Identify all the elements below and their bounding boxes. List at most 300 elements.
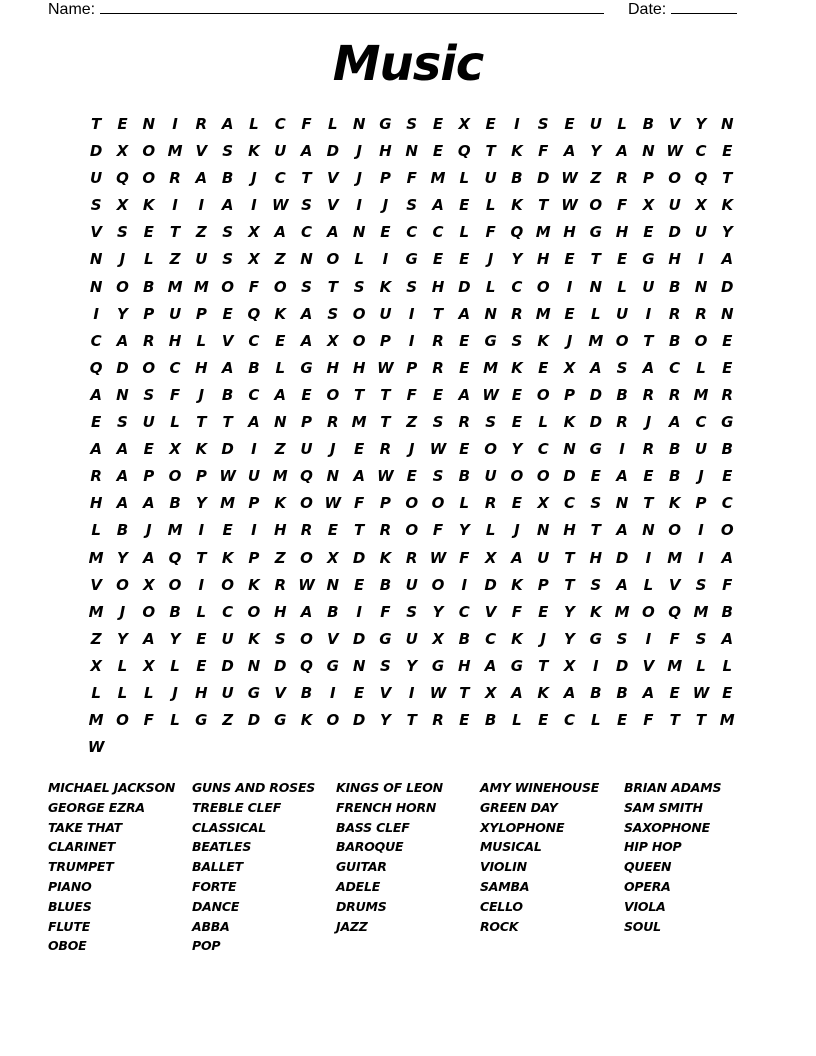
grid-letter[interactable]: C <box>222 602 234 621</box>
grid-letter[interactable]: Y <box>117 629 128 648</box>
grid-letter[interactable]: I <box>408 683 415 702</box>
grid-letter[interactable]: W <box>377 358 394 377</box>
grid-letter[interactable]: J <box>698 467 704 486</box>
grid-letter[interactable]: G <box>379 115 392 133</box>
grid-letter[interactable]: X <box>695 196 707 215</box>
grid-letter[interactable]: E <box>722 331 733 350</box>
grid-letter[interactable]: K <box>511 142 523 161</box>
grid-letter[interactable]: L <box>643 575 654 594</box>
grid-letter[interactable]: Q <box>116 169 129 188</box>
grid-letter[interactable]: T <box>590 250 601 269</box>
grid-letter[interactable]: N <box>142 115 156 133</box>
grid-letter[interactable]: E <box>511 385 523 404</box>
grid-letter[interactable]: E <box>275 331 286 350</box>
grid-letter[interactable]: G <box>247 683 261 702</box>
grid-letter[interactable]: B <box>458 629 471 648</box>
grid-letter[interactable]: D <box>352 711 366 730</box>
grid-letter[interactable]: Z <box>222 711 234 730</box>
grid-letter[interactable]: E <box>616 250 628 269</box>
grid-letter[interactable]: B <box>590 683 602 702</box>
grid-letter[interactable]: A <box>721 629 734 648</box>
grid-letter[interactable]: Y <box>511 440 523 459</box>
grid-letter[interactable]: T <box>590 521 601 540</box>
grid-letter[interactable]: O <box>536 385 550 404</box>
grid-letter[interactable]: D <box>352 548 366 567</box>
grid-letter[interactable]: I <box>93 304 99 323</box>
grid-letter[interactable]: B <box>642 115 655 133</box>
grid-letter[interactable]: D <box>563 467 576 486</box>
grid-letter[interactable]: E <box>616 711 628 730</box>
grid-letter[interactable]: J <box>330 440 336 459</box>
grid-letter[interactable]: A <box>511 548 523 567</box>
grid-letter[interactable]: O <box>247 602 261 621</box>
grid-letter[interactable]: S <box>117 413 128 432</box>
grid-letter[interactable]: C <box>301 223 313 242</box>
grid-letter[interactable]: K <box>379 548 392 567</box>
grid-letter[interactable]: A <box>484 656 497 675</box>
grid-letter[interactable]: Q <box>168 548 182 567</box>
grid-letter[interactable]: A <box>90 440 102 459</box>
grid-letter[interactable]: M <box>693 385 709 404</box>
grid-letter[interactable]: H <box>168 331 182 350</box>
grid-letter[interactable]: C <box>274 169 286 188</box>
grid-letter[interactable]: P <box>143 304 155 323</box>
grid-letter[interactable]: B <box>668 331 681 350</box>
grid-letter[interactable]: F <box>669 629 680 648</box>
grid-letter[interactable]: A <box>221 196 234 215</box>
grid-letter[interactable]: I <box>198 196 205 215</box>
grid-letter[interactable]: C <box>721 494 733 513</box>
grid-letter[interactable]: X <box>563 358 576 377</box>
grid-letter[interactable]: J <box>356 169 362 188</box>
grid-letter[interactable]: M <box>430 169 446 188</box>
grid-letter[interactable]: E <box>459 196 470 215</box>
grid-letter[interactable]: S <box>406 602 418 621</box>
grid-letter[interactable]: A <box>642 358 655 377</box>
date-blank-line[interactable] <box>671 0 737 14</box>
grid-letter[interactable]: U <box>615 304 629 323</box>
grid-letter[interactable]: A <box>300 142 313 161</box>
grid-letter[interactable]: T <box>643 331 654 350</box>
grid-letter[interactable]: B <box>169 602 181 621</box>
grid-letter[interactable]: R <box>432 331 444 350</box>
grid-letter[interactable]: M <box>167 277 183 296</box>
grid-letter[interactable]: V <box>668 575 681 594</box>
grid-letter[interactable]: S <box>616 358 628 377</box>
grid-letter[interactable]: J <box>198 385 205 404</box>
grid-letter[interactable]: E <box>117 115 128 133</box>
grid-letter[interactable]: W <box>561 169 578 188</box>
grid-letter[interactable]: M <box>693 602 709 621</box>
grid-letter[interactable]: Q <box>247 304 261 323</box>
grid-letter[interactable]: J <box>514 521 520 540</box>
grid-letter[interactable]: K <box>511 358 523 377</box>
grid-letter[interactable]: H <box>352 358 366 377</box>
grid-letter[interactable]: C <box>537 440 549 459</box>
grid-letter[interactable]: K <box>195 440 208 459</box>
grid-letter[interactable]: P <box>406 358 418 377</box>
grid-letter[interactable]: B <box>484 711 497 730</box>
grid-letter[interactable]: L <box>538 413 548 432</box>
grid-letter[interactable]: Y <box>564 602 575 621</box>
grid-letter[interactable]: J <box>382 196 389 215</box>
grid-letter[interactable]: L <box>117 683 128 702</box>
grid-letter[interactable]: E <box>722 142 733 161</box>
grid-letter[interactable]: L <box>143 683 154 702</box>
grid-letter[interactable]: Y <box>406 656 418 675</box>
grid-letter[interactable]: Q <box>668 602 682 621</box>
grid-letter[interactable]: G <box>405 250 418 269</box>
grid-letter[interactable]: D <box>274 656 287 675</box>
grid-letter[interactable]: M <box>167 521 183 540</box>
grid-letter[interactable]: I <box>251 196 257 215</box>
grid-letter[interactable]: F <box>538 142 549 161</box>
grid-letter[interactable]: O <box>405 521 419 540</box>
grid-letter[interactable]: Y <box>432 602 444 621</box>
grid-letter[interactable]: D <box>589 413 603 432</box>
grid-letter[interactable]: X <box>484 548 497 567</box>
grid-letter[interactable]: E <box>538 602 549 621</box>
grid-letter[interactable]: X <box>169 440 181 459</box>
grid-letter[interactable]: A <box>142 548 155 567</box>
grid-letter[interactable]: U <box>221 683 234 702</box>
grid-letter[interactable]: X <box>90 656 102 675</box>
grid-letter[interactable]: H <box>89 494 103 513</box>
grid-letter[interactable]: H <box>195 358 208 377</box>
grid-letter[interactable]: C <box>432 223 444 242</box>
grid-letter[interactable]: A <box>432 196 444 215</box>
grid-letter[interactable]: F <box>722 575 733 594</box>
grid-letter[interactable]: O <box>300 629 313 648</box>
grid-letter[interactable]: A <box>589 358 602 377</box>
grid-letter[interactable]: S <box>511 331 523 350</box>
grid-letter[interactable]: S <box>432 467 444 486</box>
grid-letter[interactable]: E <box>564 250 575 269</box>
grid-letter[interactable]: A <box>458 385 471 404</box>
grid-letter[interactable]: K <box>563 413 576 432</box>
grid-letter[interactable]: P <box>195 304 207 323</box>
grid-letter[interactable]: B <box>511 169 523 188</box>
grid-letter[interactable]: W <box>666 142 683 161</box>
grid-letter[interactable]: N <box>720 304 734 323</box>
grid-letter[interactable]: P <box>248 494 260 513</box>
grid-letter[interactable]: H <box>536 250 550 269</box>
grid-letter[interactable]: N <box>326 575 340 594</box>
grid-letter[interactable]: I <box>698 521 704 540</box>
grid-letter[interactable]: M <box>88 602 104 621</box>
grid-letter[interactable]: L <box>328 115 338 133</box>
grid-letter[interactable]: Y <box>458 521 470 540</box>
grid-letter[interactable]: K <box>274 494 287 513</box>
grid-letter[interactable]: O <box>352 331 366 350</box>
grid-letter[interactable]: R <box>668 385 681 404</box>
grid-letter[interactable]: U <box>195 250 208 269</box>
grid-letter[interactable]: O <box>326 711 340 730</box>
grid-letter[interactable]: L <box>485 521 496 540</box>
grid-letter[interactable]: N <box>536 521 550 540</box>
grid-letter[interactable]: N <box>326 467 340 486</box>
grid-letter[interactable]: E <box>432 250 444 269</box>
grid-letter[interactable]: Q <box>457 142 471 161</box>
grid-letter[interactable]: S <box>353 277 365 296</box>
grid-letter[interactable]: T <box>354 521 365 540</box>
grid-letter[interactable]: G <box>379 629 392 648</box>
grid-letter[interactable]: M <box>614 602 630 621</box>
grid-letter[interactable]: V <box>327 196 339 215</box>
grid-letter[interactable]: R <box>484 494 497 513</box>
grid-letter[interactable]: U <box>484 467 497 486</box>
grid-letter[interactable]: K <box>142 196 155 215</box>
grid-letter[interactable]: O <box>142 142 156 161</box>
grid-letter[interactable]: C <box>695 142 707 161</box>
grid-letter[interactable]: O <box>642 602 655 621</box>
grid-letter[interactable]: W <box>482 385 499 404</box>
grid-letter[interactable]: J <box>172 683 178 702</box>
grid-letter[interactable]: A <box>458 304 471 323</box>
grid-letter[interactable]: X <box>484 683 497 702</box>
grid-letter[interactable]: I <box>382 250 389 269</box>
grid-letter[interactable]: X <box>458 115 471 133</box>
grid-letter[interactable]: L <box>275 358 285 377</box>
grid-letter[interactable]: B <box>300 683 313 702</box>
name-blank-line[interactable] <box>100 0 604 14</box>
grid-letter[interactable]: S <box>432 413 444 432</box>
grid-letter[interactable]: V <box>484 602 497 621</box>
grid-letter[interactable]: P <box>379 331 391 350</box>
grid-letter[interactable]: R <box>379 440 392 459</box>
grid-letter[interactable]: R <box>721 385 734 404</box>
grid-letter[interactable]: Q <box>300 656 313 675</box>
grid-letter[interactable]: D <box>484 575 497 594</box>
grid-letter[interactable]: G <box>326 656 339 675</box>
grid-letter[interactable]: Z <box>274 548 286 567</box>
grid-letter[interactable]: M <box>535 304 551 323</box>
grid-letter[interactable]: L <box>354 250 364 269</box>
grid-letter[interactable]: S <box>222 250 234 269</box>
grid-letter[interactable]: S <box>537 115 549 133</box>
grid-letter[interactable]: F <box>406 385 417 404</box>
grid-letter[interactable]: J <box>119 602 126 621</box>
grid-letter[interactable]: C <box>563 711 575 730</box>
grid-letter[interactable]: C <box>248 385 260 404</box>
grid-letter[interactable]: S <box>222 223 234 242</box>
grid-letter[interactable]: T <box>538 196 549 215</box>
grid-letter[interactable]: Z <box>90 629 102 648</box>
grid-letter[interactable]: D <box>89 142 103 161</box>
grid-letter[interactable]: M <box>88 711 104 730</box>
grid-letter[interactable]: A <box>300 331 313 350</box>
grid-letter[interactable]: T <box>538 656 549 675</box>
grid-letter[interactable]: H <box>379 142 392 161</box>
grid-letter[interactable]: E <box>722 358 733 377</box>
grid-letter[interactable]: H <box>615 223 629 242</box>
grid-letter[interactable]: V <box>90 575 102 594</box>
grid-letter[interactable]: T <box>459 683 470 702</box>
grid-letter[interactable]: O <box>694 331 708 350</box>
grid-letter[interactable]: H <box>273 521 287 540</box>
grid-letter[interactable]: J <box>540 629 546 648</box>
grid-letter[interactable]: A <box>221 358 234 377</box>
grid-letter[interactable]: T <box>196 413 207 432</box>
grid-letter[interactable]: I <box>172 196 178 215</box>
grid-letter[interactable]: O <box>168 575 182 594</box>
grid-letter[interactable]: L <box>459 223 470 242</box>
grid-letter[interactable]: U <box>247 467 261 486</box>
grid-letter[interactable]: A <box>142 494 155 513</box>
grid-letter[interactable]: J <box>356 142 362 161</box>
grid-letter[interactable]: D <box>221 656 234 675</box>
grid-letter[interactable]: I <box>356 196 362 215</box>
grid-letter[interactable]: N <box>116 385 129 404</box>
grid-letter[interactable]: F <box>643 711 654 730</box>
grid-letter[interactable]: J <box>119 250 126 269</box>
grid-letter[interactable]: S <box>695 575 707 594</box>
grid-letter[interactable]: S <box>485 413 496 432</box>
grid-letter[interactable]: K <box>511 629 523 648</box>
grid-letter[interactable]: S <box>380 656 391 675</box>
grid-letter[interactable]: U <box>537 548 550 567</box>
grid-letter[interactable]: U <box>694 440 708 459</box>
grid-letter[interactable]: C <box>169 358 181 377</box>
grid-letter[interactable]: S <box>143 385 155 404</box>
grid-letter[interactable]: E <box>432 142 444 161</box>
grid-letter[interactable]: T <box>169 223 181 242</box>
grid-letter[interactable]: A <box>511 683 523 702</box>
grid-letter[interactable]: E <box>380 223 391 242</box>
grid-letter[interactable]: V <box>90 223 102 242</box>
grid-letter[interactable]: H <box>458 656 471 675</box>
grid-letter[interactable]: D <box>352 629 366 648</box>
grid-letter[interactable]: I <box>645 629 652 648</box>
grid-letter[interactable]: J <box>566 331 573 350</box>
grid-letter[interactable]: L <box>512 711 522 730</box>
grid-letter[interactable]: O <box>615 331 629 350</box>
grid-letter[interactable]: E <box>406 467 417 486</box>
grid-letter[interactable]: L <box>617 277 627 296</box>
grid-letter[interactable]: A <box>353 467 365 486</box>
grid-letter[interactable]: A <box>300 304 313 323</box>
grid-letter[interactable]: T <box>432 304 444 323</box>
grid-letter[interactable]: Y <box>169 629 181 648</box>
grid-letter[interactable]: U <box>589 115 602 133</box>
grid-letter[interactable]: S <box>327 304 339 323</box>
grid-letter[interactable]: F <box>511 602 523 621</box>
grid-letter[interactable]: R <box>458 413 471 432</box>
grid-letter[interactable]: A <box>721 548 734 567</box>
grid-letter[interactable]: S <box>274 629 286 648</box>
grid-letter[interactable]: N <box>405 142 418 161</box>
grid-letter[interactable]: T <box>301 169 312 188</box>
grid-letter[interactable]: R <box>616 169 628 188</box>
grid-letter[interactable]: R <box>169 169 181 188</box>
grid-letter[interactable]: A <box>116 467 129 486</box>
grid-letter[interactable]: R <box>405 548 418 567</box>
grid-letter[interactable]: T <box>695 711 707 730</box>
grid-letter[interactable]: R <box>511 304 523 323</box>
grid-letter[interactable]: T <box>406 711 417 730</box>
grid-letter[interactable]: U <box>274 142 287 161</box>
grid-letter[interactable]: T <box>722 169 733 188</box>
grid-letter[interactable]: K <box>589 602 602 621</box>
grid-letter[interactable]: R <box>90 467 102 486</box>
grid-letter[interactable]: I <box>408 331 415 350</box>
grid-letter[interactable]: I <box>172 115 178 133</box>
grid-letter[interactable]: S <box>590 575 602 594</box>
grid-letter[interactable]: S <box>222 142 234 161</box>
grid-letter[interactable]: M <box>667 656 683 675</box>
grid-letter[interactable]: E <box>222 304 233 323</box>
grid-letter[interactable]: K <box>379 277 392 296</box>
grid-letter[interactable]: X <box>563 656 576 675</box>
grid-letter[interactable]: R <box>274 575 286 594</box>
grid-letter[interactable]: Y <box>117 548 128 567</box>
grid-letter[interactable]: W <box>298 575 315 594</box>
grid-letter[interactable]: O <box>116 277 129 296</box>
grid-letter[interactable]: X <box>116 142 129 161</box>
grid-letter[interactable]: I <box>592 656 599 675</box>
grid-letter[interactable]: V <box>668 115 681 133</box>
grid-letter[interactable]: O <box>142 169 156 188</box>
grid-letter[interactable]: G <box>484 331 497 350</box>
grid-letter[interactable]: X <box>537 494 549 513</box>
grid-letter[interactable]: W <box>429 683 447 702</box>
grid-letter[interactable]: Y <box>195 494 207 513</box>
grid-letter[interactable]: E <box>459 440 470 459</box>
grid-letter[interactable]: U <box>168 304 182 323</box>
grid-letter[interactable]: H <box>431 277 445 296</box>
grid-letter[interactable]: X <box>116 196 129 215</box>
grid-letter[interactable]: L <box>591 711 601 730</box>
grid-letter[interactable]: Z <box>169 250 181 269</box>
grid-letter[interactable]: Y <box>511 250 523 269</box>
grid-letter[interactable]: B <box>116 521 129 540</box>
grid-letter[interactable]: Z <box>274 250 286 269</box>
grid-letter[interactable]: T <box>222 413 233 432</box>
grid-letter[interactable]: O <box>273 277 287 296</box>
grid-letter[interactable]: B <box>248 358 260 377</box>
grid-letter[interactable]: E <box>564 304 575 323</box>
grid-letter[interactable]: E <box>722 467 733 486</box>
grid-letter[interactable]: R <box>616 413 628 432</box>
grid-letter[interactable]: L <box>117 656 128 675</box>
grid-letter[interactable]: I <box>645 548 652 567</box>
grid-letter[interactable]: B <box>668 467 681 486</box>
grid-letter[interactable]: O <box>510 467 524 486</box>
grid-letter[interactable]: B <box>668 440 681 459</box>
grid-letter[interactable]: E <box>722 683 733 702</box>
grid-letter[interactable]: P <box>563 385 575 404</box>
grid-letter[interactable]: N <box>642 142 655 161</box>
grid-letter[interactable]: R <box>642 440 655 459</box>
grid-letter[interactable]: R <box>695 304 707 323</box>
grid-letter[interactable]: K <box>248 629 260 648</box>
grid-letter[interactable]: O <box>536 467 550 486</box>
grid-letter[interactable]: D <box>116 358 129 377</box>
grid-letter[interactable]: M <box>535 223 551 242</box>
grid-letter[interactable]: U <box>694 223 708 242</box>
grid-letter[interactable]: U <box>142 413 155 432</box>
grid-letter[interactable]: X <box>142 575 155 594</box>
grid-letter[interactable]: X <box>248 250 260 269</box>
grid-letter[interactable]: A <box>563 683 576 702</box>
grid-letter[interactable]: J <box>645 413 652 432</box>
grid-letter[interactable]: C <box>274 115 286 133</box>
grid-letter[interactable]: O <box>720 521 734 540</box>
grid-letter[interactable]: K <box>537 683 549 702</box>
grid-letter[interactable]: T <box>643 494 654 513</box>
grid-letter[interactable]: I <box>619 440 625 459</box>
grid-letter[interactable]: D <box>721 277 734 296</box>
